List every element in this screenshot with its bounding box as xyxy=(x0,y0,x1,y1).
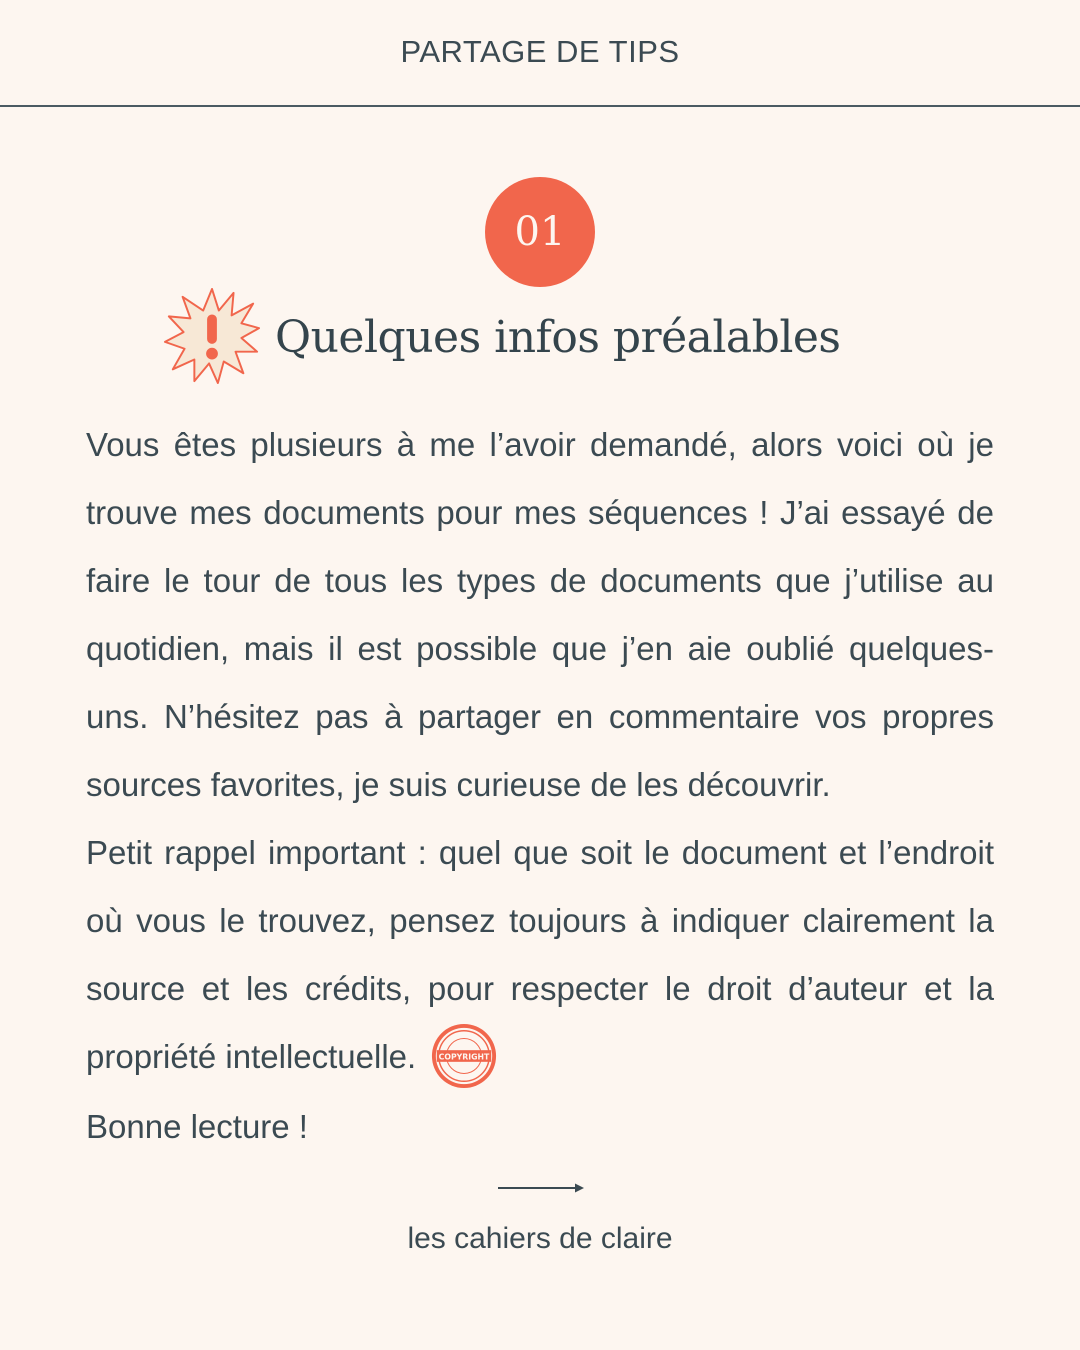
exclamation-burst-icon xyxy=(163,287,261,385)
body-paragraph: Petit rappel important : quel que soit le document et l’endroit où vous le trouvez, pensez toujours à indiquer clairement la source et les crédits, pour respecter le droit d’auteur et la propriété intellectuelle. xyxy=(86,834,994,1075)
section-title: Quelques infos préalables xyxy=(275,312,841,363)
body-text xyxy=(86,411,994,1161)
copyright-stamp-icon xyxy=(430,1022,498,1090)
header-divider xyxy=(0,105,1080,107)
footer-brand: les cahiers de claire xyxy=(407,1222,673,1255)
stamp-label: COPYRIGHT xyxy=(438,1052,490,1062)
number-badge xyxy=(485,177,595,287)
body-paragraph: Vous êtes plusieurs à me l’avoir demandé, alors voici où je trouve mes documents pour mes séquences ! J’ai essayé de faire le tour de tous les types de documents que j’utilise au quotidien, mais il est possible que j’en aie oublié quelques-uns. N’hésitez pas à partager en commentaire vos propres sources favorites, je suis curieuse de les découvrir. xyxy=(86,426,994,803)
header-title: PARTAGE DE TIPS xyxy=(400,34,680,69)
body-paragraph: Bonne lecture ! xyxy=(86,1108,308,1146)
arrow-right-icon xyxy=(497,1180,585,1196)
badge-number: 01 xyxy=(514,209,566,255)
body-paragraph-with-stamp xyxy=(86,819,994,1093)
